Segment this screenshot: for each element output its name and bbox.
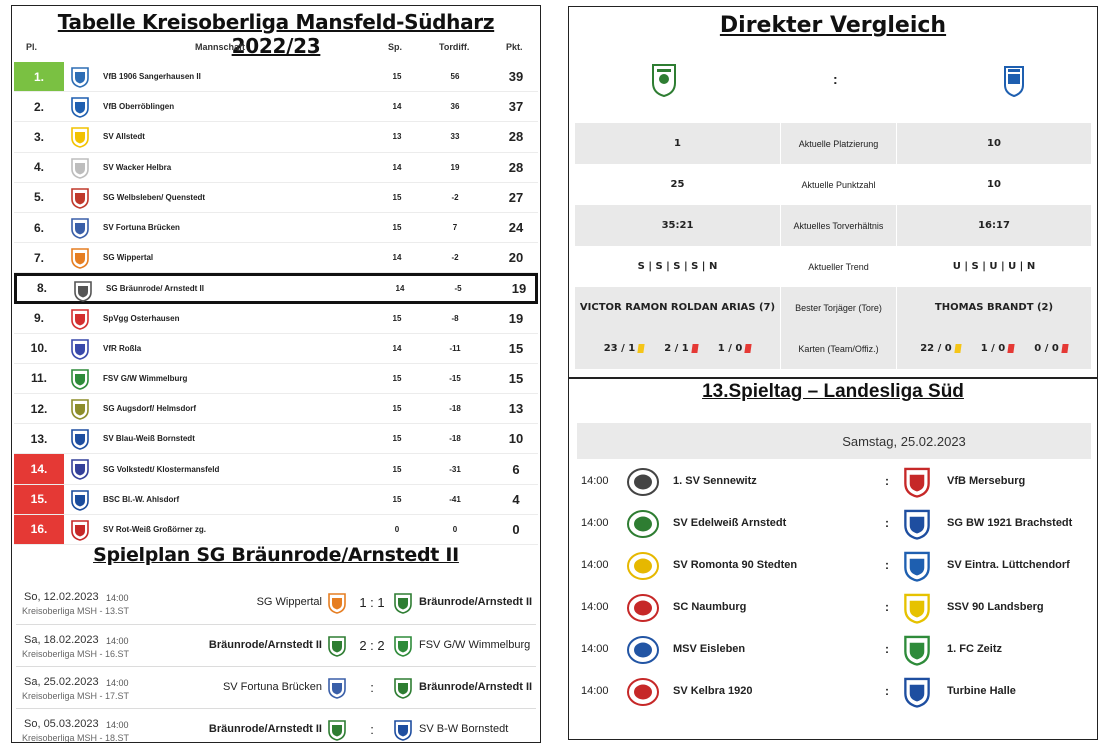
fixture-row[interactable] bbox=[577, 545, 1091, 587]
team-crest-icon bbox=[69, 126, 91, 148]
table-position: 7. bbox=[33, 250, 44, 265]
goal-difference: -41 bbox=[449, 494, 461, 504]
team-crest-icon bbox=[69, 489, 91, 511]
points: 6 bbox=[512, 461, 520, 477]
card-count bbox=[1034, 343, 1068, 354]
points: 27 bbox=[508, 189, 524, 205]
home-value: VICTOR RAMON ROLDAN ARIAS (7) bbox=[579, 302, 776, 313]
comparison-separator: : bbox=[833, 71, 838, 87]
games-played: 15 bbox=[392, 223, 402, 233]
comparison-row bbox=[575, 205, 1091, 246]
card-value: 22 / 0 bbox=[920, 343, 952, 354]
comparison-label: Aktuelle Platzierung bbox=[780, 123, 897, 164]
fixture-separator: : bbox=[885, 642, 889, 656]
team-name[interactable]: SG Augsdorf/ Helmsdorf bbox=[103, 404, 197, 414]
games-played: 15 bbox=[392, 373, 402, 383]
goal-difference: -15 bbox=[449, 373, 461, 383]
table-row[interactable] bbox=[14, 364, 538, 394]
table-position: 11. bbox=[30, 371, 48, 386]
match-date: So, 05.03.2023 bbox=[24, 718, 99, 730]
away-team-crest-icon bbox=[1003, 65, 1025, 97]
match-time: 14:00 bbox=[106, 593, 129, 603]
away-team[interactable]: Bräunrode/Arnstedt II bbox=[419, 596, 533, 608]
team-name[interactable]: VfB Oberröblingen bbox=[103, 102, 175, 112]
table-position: 15. bbox=[14, 485, 64, 514]
team-crest-icon bbox=[69, 458, 91, 480]
comparison-label: Karten (Team/Offiz.) bbox=[780, 328, 897, 369]
team-crest-icon bbox=[69, 398, 91, 420]
fixture-time: 14:00 bbox=[581, 559, 609, 571]
away-crest-icon bbox=[899, 466, 935, 498]
team-crest-icon bbox=[69, 217, 91, 239]
points: 15 bbox=[508, 340, 524, 356]
points: 13 bbox=[508, 401, 524, 417]
away-team[interactable]: FSV G/W Wimmelburg bbox=[419, 639, 531, 651]
matchday-date-bar bbox=[577, 423, 1091, 459]
games-played: 15 bbox=[392, 464, 402, 474]
fixture-row[interactable] bbox=[577, 503, 1091, 545]
match-competition: Kreisoberliga MSH - 13.ST bbox=[22, 606, 130, 616]
team-crest-icon bbox=[69, 247, 91, 269]
matchday-title: 13.Spieltag – Landesliga Süd bbox=[702, 381, 964, 402]
away-value: THOMAS BRANDT (2) bbox=[934, 302, 1054, 313]
table-position: 2. bbox=[33, 99, 44, 114]
team-name[interactable]: SV Blau-Weiß Bornstedt bbox=[103, 434, 195, 444]
comparison-row bbox=[575, 246, 1091, 287]
comparison-label: Aktuelle Punktzahl bbox=[780, 164, 897, 205]
team-crest-icon bbox=[69, 338, 91, 360]
away-crest-icon bbox=[392, 677, 414, 699]
match-time: 14:00 bbox=[106, 636, 129, 646]
table-position: 4. bbox=[33, 160, 44, 175]
schedule-list bbox=[16, 582, 536, 743]
match-score: 2 : 2 bbox=[359, 638, 385, 653]
games-played: 14 bbox=[392, 102, 402, 112]
schedule-match-row[interactable] bbox=[16, 708, 536, 743]
away-crest-icon bbox=[899, 676, 935, 708]
comparison-label: Aktueller Trend bbox=[780, 246, 897, 287]
schedule-match-row[interactable] bbox=[16, 666, 536, 708]
points: 15 bbox=[508, 370, 524, 386]
away-crest-icon bbox=[392, 719, 414, 741]
away-team[interactable]: SSV 90 Landsberg bbox=[947, 601, 1044, 613]
matchday-date: Samstag, 25.02.2023 bbox=[842, 433, 966, 449]
red-card-icon bbox=[1061, 344, 1068, 353]
team-name[interactable]: SG Wippertal bbox=[103, 253, 154, 263]
table-row[interactable] bbox=[14, 62, 538, 92]
table-row[interactable] bbox=[14, 213, 538, 243]
away-team[interactable]: Turbine Halle bbox=[947, 685, 1016, 697]
team-crest-icon bbox=[72, 280, 94, 302]
schedule-title: Spielplan SG Bräunrode/Arnstedt II bbox=[93, 544, 459, 566]
red-card-icon bbox=[1008, 344, 1015, 353]
points: 20 bbox=[508, 250, 524, 266]
team-name[interactable]: BSC Bl.-W. Ahlsdorf bbox=[103, 494, 180, 504]
points: 39 bbox=[508, 69, 524, 85]
team-name[interactable]: SV Fortuna Brücken bbox=[103, 223, 180, 233]
fixture-time: 14:00 bbox=[581, 517, 609, 529]
table-row[interactable] bbox=[14, 304, 538, 334]
table-row[interactable] bbox=[14, 92, 538, 122]
home-crest-icon bbox=[326, 635, 348, 657]
home-cards bbox=[575, 328, 780, 369]
fixture-row[interactable] bbox=[577, 671, 1091, 713]
team-name[interactable]: SV Rot-Weiß Großörner zg. bbox=[103, 524, 206, 534]
away-value: 10 bbox=[987, 138, 1001, 149]
fixture-time: 14:00 bbox=[581, 643, 609, 655]
home-value: 25 bbox=[670, 179, 685, 190]
team-name[interactable]: SG Welbsleben/ Quenstedt bbox=[103, 192, 206, 202]
home-crest-icon bbox=[326, 677, 348, 699]
schedule-match-row[interactable] bbox=[16, 582, 536, 624]
home-team[interactable]: SG Wippertal bbox=[256, 596, 322, 608]
home-team[interactable]: Bräunrode/Arnstedt II bbox=[208, 723, 322, 735]
table-position: 16. bbox=[14, 515, 64, 544]
games-played: 15 bbox=[392, 192, 402, 202]
matchday-fixture-list bbox=[577, 461, 1091, 713]
games-played: 14 bbox=[395, 283, 405, 293]
table-position: 3. bbox=[33, 129, 44, 144]
comparison-table bbox=[575, 123, 1091, 369]
card-count bbox=[604, 343, 645, 354]
header-goal-difference: Tordiff. bbox=[439, 42, 470, 52]
goal-difference: 56 bbox=[450, 72, 460, 82]
games-played: 14 bbox=[392, 162, 402, 172]
comparison-row bbox=[575, 287, 1091, 328]
team-crest-icon bbox=[69, 157, 91, 179]
league-table-body bbox=[14, 62, 538, 545]
away-crest-icon bbox=[899, 508, 935, 540]
table-row[interactable] bbox=[14, 153, 538, 183]
match-score: : bbox=[370, 722, 374, 737]
fixture-row[interactable] bbox=[577, 587, 1091, 629]
team-name[interactable]: SG Volkstedt/ Klostermansfeld bbox=[103, 464, 220, 474]
goal-difference: -11 bbox=[449, 343, 461, 353]
games-played: 13 bbox=[392, 132, 402, 142]
team-name[interactable]: SG Bräunrode/ Arnstedt II bbox=[106, 283, 204, 293]
goal-difference: -8 bbox=[451, 313, 459, 323]
team-name[interactable]: SV Wacker Helbra bbox=[103, 162, 172, 172]
fixture-time: 14:00 bbox=[581, 685, 609, 697]
home-value: 35:21 bbox=[661, 220, 694, 231]
yellow-card-icon bbox=[954, 344, 961, 353]
team-crest-icon bbox=[69, 96, 91, 118]
card-count bbox=[920, 343, 961, 354]
league-table-title: Tabelle Kreisoberliga Mansfeld-Südharz 2022/23 bbox=[57, 10, 495, 58]
games-played: 15 bbox=[392, 72, 402, 82]
match-time: 14:00 bbox=[106, 678, 129, 688]
points: 0 bbox=[512, 521, 520, 537]
table-position: 10. bbox=[30, 341, 48, 356]
home-team[interactable]: SV Edelweiß Arnstedt bbox=[673, 517, 787, 529]
points: 19 bbox=[508, 310, 524, 326]
card-count bbox=[718, 343, 752, 354]
header-team: Mannschaft bbox=[195, 42, 246, 52]
goal-difference: 7 bbox=[452, 223, 458, 233]
team-name[interactable]: SpVgg Osterhausen bbox=[103, 313, 180, 323]
league-table-panel bbox=[11, 5, 541, 743]
table-row[interactable] bbox=[14, 454, 538, 484]
card-value: 2 / 1 bbox=[664, 343, 689, 354]
fixture-row[interactable] bbox=[577, 461, 1091, 503]
team-name[interactable]: VfB 1906 Sangerhausen II bbox=[103, 72, 201, 82]
away-team[interactable]: SG BW 1921 Brachstedt bbox=[947, 517, 1073, 529]
match-score: : bbox=[370, 680, 374, 695]
home-crest-icon bbox=[326, 719, 348, 741]
match-date: So, 12.02.2023 bbox=[24, 591, 99, 603]
away-crest-icon bbox=[392, 635, 414, 657]
games-played: 14 bbox=[392, 343, 402, 353]
fixture-row[interactable] bbox=[577, 629, 1091, 671]
home-crest-icon bbox=[625, 550, 661, 582]
games-played: 15 bbox=[392, 404, 402, 414]
card-value: 1 / 0 bbox=[980, 343, 1006, 354]
fixture-separator: : bbox=[885, 516, 889, 530]
games-played: 14 bbox=[392, 253, 402, 263]
league-table-header bbox=[12, 40, 540, 58]
away-team[interactable]: VfB Merseburg bbox=[947, 475, 1026, 487]
table-position: 12. bbox=[30, 401, 48, 416]
card-value: 1 / 0 bbox=[717, 343, 743, 354]
table-row[interactable] bbox=[14, 183, 538, 213]
table-row[interactable] bbox=[14, 122, 538, 152]
match-time: 14:00 bbox=[106, 720, 129, 730]
team-crest-icon bbox=[69, 66, 91, 88]
points: 19 bbox=[511, 280, 527, 296]
games-played: 15 bbox=[392, 494, 402, 504]
games-played: 0 bbox=[394, 524, 400, 534]
direct-comparison-panel bbox=[568, 6, 1098, 378]
goal-difference: -5 bbox=[454, 283, 462, 293]
fixture-time: 14:00 bbox=[581, 601, 609, 613]
goal-difference: 19 bbox=[450, 162, 460, 172]
team-crest-icon bbox=[69, 368, 91, 390]
points: 4 bbox=[512, 491, 520, 507]
away-crest-icon bbox=[899, 592, 935, 624]
team-crest-icon bbox=[69, 308, 91, 330]
card-count bbox=[981, 343, 1015, 354]
table-row[interactable] bbox=[14, 334, 538, 364]
home-crest-icon bbox=[625, 508, 661, 540]
table-row[interactable] bbox=[14, 515, 538, 545]
home-crest-icon bbox=[625, 466, 661, 498]
comparison-label: Bester Torjäger (Tore) bbox=[780, 287, 897, 328]
schedule-match-row[interactable] bbox=[16, 624, 536, 666]
matchday-panel bbox=[568, 378, 1098, 740]
table-position: 9. bbox=[33, 311, 44, 326]
fixture-time: 14:00 bbox=[581, 475, 609, 487]
table-position: 13. bbox=[30, 431, 48, 446]
match-score: 1 : 1 bbox=[359, 595, 385, 610]
table-row[interactable] bbox=[14, 243, 538, 273]
away-crest-icon bbox=[392, 592, 414, 614]
fixture-separator: : bbox=[885, 474, 889, 488]
table-position: 5. bbox=[33, 190, 44, 205]
goal-difference: 36 bbox=[450, 102, 460, 112]
header-played: Sp. bbox=[388, 42, 403, 52]
match-date: Sa, 25.02.2023 bbox=[24, 676, 99, 688]
header-position: Pl. bbox=[26, 42, 38, 52]
fixture-separator: : bbox=[885, 600, 889, 614]
away-value: U | S | U | U | N bbox=[952, 261, 1036, 272]
comparison-title: Direkter Vergleich bbox=[719, 13, 947, 38]
goal-difference: -2 bbox=[451, 253, 459, 263]
header-points: Pkt. bbox=[506, 42, 523, 52]
home-team-crest-icon bbox=[651, 63, 677, 97]
away-team[interactable]: SV Eintra. Lüttchendorf bbox=[947, 559, 1070, 571]
red-card-icon bbox=[745, 344, 752, 353]
yellow-card-icon bbox=[638, 344, 645, 353]
goal-difference: -18 bbox=[449, 404, 461, 414]
away-crest-icon bbox=[899, 550, 935, 582]
team-name[interactable]: FSV G/W Wimmelburg bbox=[103, 373, 188, 383]
comparison-row bbox=[575, 123, 1091, 164]
table-position: 6. bbox=[33, 220, 44, 235]
home-team[interactable]: 1. SV Sennewitz bbox=[673, 475, 757, 487]
table-row[interactable] bbox=[14, 485, 538, 515]
table-row[interactable] bbox=[14, 424, 538, 454]
goal-difference: 33 bbox=[450, 132, 460, 142]
home-crest-icon bbox=[625, 634, 661, 666]
home-team[interactable]: SC Naumburg bbox=[673, 601, 747, 613]
away-team[interactable]: SV B-W Bornstedt bbox=[419, 723, 509, 735]
home-team[interactable]: Bräunrode/Arnstedt II bbox=[208, 639, 322, 651]
match-competition: Kreisoberliga MSH - 16.ST bbox=[22, 649, 130, 659]
goal-difference: -31 bbox=[449, 464, 461, 474]
table-row-highlighted[interactable] bbox=[14, 273, 538, 303]
comparison-label: Aktuelles Torverhältnis bbox=[780, 205, 897, 246]
team-crest-icon bbox=[69, 187, 91, 209]
red-card-icon bbox=[691, 344, 698, 353]
games-played: 15 bbox=[392, 434, 402, 444]
points: 10 bbox=[508, 431, 524, 447]
team-crest-icon bbox=[69, 519, 91, 541]
goal-difference: 0 bbox=[452, 524, 458, 534]
fixture-separator: : bbox=[885, 684, 889, 698]
home-crest-icon bbox=[625, 676, 661, 708]
home-value: S | S | S | S | N bbox=[637, 261, 718, 272]
match-competition: Kreisoberliga MSH - 18.ST bbox=[22, 733, 130, 743]
away-crest-icon bbox=[899, 634, 935, 666]
home-team[interactable]: SV Fortuna Brücken bbox=[222, 681, 322, 693]
points: 24 bbox=[508, 220, 524, 236]
card-value: 0 / 0 bbox=[1034, 343, 1059, 354]
away-cards bbox=[897, 328, 1091, 369]
table-position: 1. bbox=[14, 62, 64, 91]
goal-difference: -18 bbox=[449, 434, 461, 444]
comparison-row-cards bbox=[575, 328, 1091, 369]
away-team[interactable]: 1. FC Zeitz bbox=[947, 643, 1003, 655]
away-value: 16:17 bbox=[978, 220, 1010, 231]
team-name[interactable]: SV Allstedt bbox=[103, 132, 145, 142]
games-played: 15 bbox=[392, 313, 402, 323]
comparison-row bbox=[575, 164, 1091, 205]
table-row[interactable] bbox=[14, 394, 538, 424]
home-team[interactable]: SV Romonta 90 Stedten bbox=[673, 559, 798, 571]
match-competition: Kreisoberliga MSH - 17.ST bbox=[22, 691, 130, 701]
team-crest-icon bbox=[69, 428, 91, 450]
card-count bbox=[664, 343, 698, 354]
away-team[interactable]: Bräunrode/Arnstedt II bbox=[419, 681, 533, 693]
home-team[interactable]: SV Kelbra 1920 bbox=[673, 685, 753, 697]
away-value: 10 bbox=[987, 179, 1001, 190]
table-position: 14. bbox=[14, 454, 64, 483]
fixture-separator: : bbox=[885, 558, 889, 572]
points: 28 bbox=[508, 129, 524, 145]
card-value: 23 / 1 bbox=[603, 343, 636, 354]
home-team[interactable]: MSV Eisleben bbox=[673, 643, 746, 655]
home-value: 1 bbox=[674, 138, 681, 149]
table-position: 8. bbox=[36, 281, 47, 296]
team-name[interactable]: VfR Roßla bbox=[103, 343, 142, 353]
goal-difference: -2 bbox=[451, 192, 459, 202]
home-crest-icon bbox=[625, 592, 661, 624]
home-crest-icon bbox=[326, 592, 348, 614]
match-date: Sa, 18.02.2023 bbox=[24, 634, 99, 646]
points: 28 bbox=[508, 159, 524, 175]
points: 37 bbox=[508, 99, 524, 115]
